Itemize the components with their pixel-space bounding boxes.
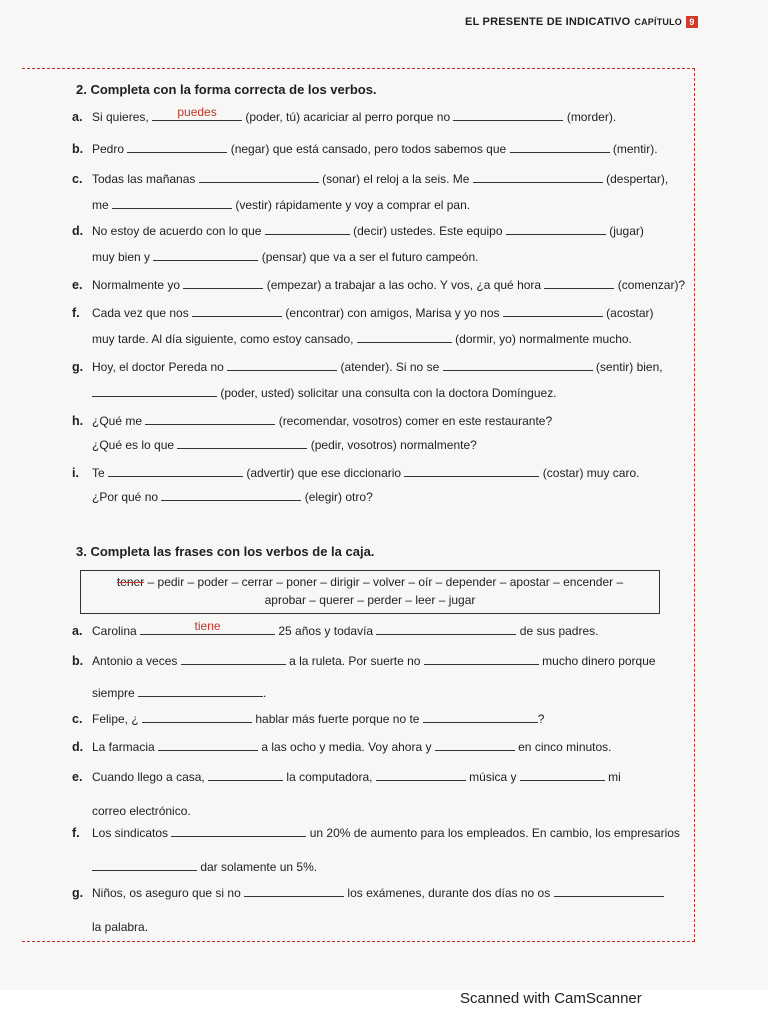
- exercise-item: [72, 764, 672, 818]
- verb-box-line-1-rest: – pedir – poder – cerrar – poner – dirigir – volver – oír – depender – apostar – encender –: [144, 575, 624, 589]
- item-line: [92, 136, 672, 162]
- item-text: .: [263, 686, 267, 700]
- item-text: (decir) ustedes. Este equipo: [349, 224, 506, 238]
- item-text: música y: [465, 770, 520, 784]
- answer-blank[interactable]: [171, 822, 306, 837]
- item-text: la palabra.: [92, 920, 149, 934]
- item-line: [92, 854, 672, 880]
- item-letter: e.: [72, 278, 83, 292]
- exercise-item: [72, 136, 672, 156]
- item-letter: h.: [72, 414, 84, 428]
- answer-blank[interactable]: [423, 708, 538, 723]
- answer-blank[interactable]: [181, 650, 286, 665]
- item-text: (negar) que está cansado, pero todos sabemos que: [227, 142, 510, 156]
- answer-blank[interactable]: [510, 138, 610, 153]
- item-text: muy tarde. Al día siguiente, como estoy cansado,: [92, 332, 357, 346]
- answer-blank[interactable]: [208, 766, 283, 781]
- item-text: Cuando llego a casa,: [92, 770, 209, 784]
- item-letter: b.: [72, 142, 84, 156]
- exercise-item: [72, 218, 672, 264]
- item-text: (recomendar, vosotros) comer en este restaurante?: [275, 414, 553, 428]
- item-line: [92, 354, 672, 380]
- item-text: (advertir) que ese diccionario: [243, 466, 405, 480]
- item-text: ¿Qué es lo que: [92, 438, 178, 452]
- item-line: [92, 680, 672, 706]
- item-line: [92, 408, 672, 434]
- answer-blank[interactable]: [544, 274, 614, 289]
- item-line: [92, 244, 672, 270]
- item-text: de sus padres.: [516, 624, 599, 638]
- item-text: (comenzar)?: [614, 278, 686, 292]
- item-text: (sentir) bien,: [592, 360, 663, 374]
- item-text: (jugar): [605, 224, 644, 238]
- item-line: [92, 300, 672, 326]
- item-text: dar solamente un 5%.: [197, 860, 318, 874]
- item-letter: b.: [72, 654, 84, 668]
- item-text: (pedir, vosotros) normalmente?: [307, 438, 477, 452]
- item-line: [92, 648, 672, 674]
- exercise-item: [72, 166, 672, 212]
- item-text: (mentir).: [609, 142, 658, 156]
- item-text: (elegir) otro?: [301, 490, 373, 504]
- verb-box-line-2: aprobar – querer – perder – leer – jugar: [264, 593, 476, 607]
- section-3-title: 3. Completa las frases con los verbos de la caja.: [76, 544, 375, 559]
- answer-blank[interactable]: [112, 194, 232, 209]
- item-letter: c.: [72, 172, 83, 186]
- item-line: [92, 166, 672, 192]
- item-text: ?: [537, 712, 545, 726]
- item-text: (pensar) que va a ser el futuro campeón.: [258, 250, 479, 264]
- item-line: [92, 914, 672, 940]
- item-line: [92, 104, 672, 130]
- item-text: No estoy de acuerdo con lo que: [92, 224, 265, 238]
- item-line: [92, 820, 680, 846]
- item-text: (dormir, yo) normalmente mucho.: [451, 332, 632, 346]
- item-text: Antonio a veces: [92, 654, 181, 668]
- item-text: ¿Por qué no: [92, 490, 162, 504]
- answer-blank[interactable]: [244, 882, 344, 897]
- item-text: a la ruleta. Por suerte no: [285, 654, 424, 668]
- item-line: [92, 618, 672, 644]
- item-text: a las ocho y media. Voy ahora y: [258, 740, 435, 754]
- answer-blank[interactable]: [92, 382, 217, 397]
- answer-blank[interactable]: [503, 302, 603, 317]
- answer-blank[interactable]: [145, 410, 275, 425]
- item-text: (poder, usted) solicitar una consulta con la doctora Domínguez.: [217, 386, 557, 400]
- answer-blank[interactable]: [357, 328, 452, 343]
- struck-verb: tener: [116, 575, 145, 589]
- chapter-header: [465, 16, 698, 28]
- item-text: Hoy, el doctor Pereda no: [92, 360, 228, 374]
- item-text: mi: [604, 770, 621, 784]
- exercise-item: [72, 460, 672, 504]
- section-2-title: 2. Completa con la forma correcta de los verbos.: [76, 82, 377, 97]
- item-line: [92, 484, 672, 510]
- item-text: Pedro: [92, 142, 128, 156]
- item-text: un 20% de aumento para los empleados. En cambio, los empresarios: [306, 826, 680, 840]
- exercise-item: [72, 618, 672, 638]
- answer-blank[interactable]: [142, 708, 252, 723]
- item-text: Felipe, ¿: [92, 712, 143, 726]
- exercise-item: [72, 300, 672, 346]
- answer-blank[interactable]: [520, 766, 605, 781]
- item-letter: g.: [72, 360, 84, 374]
- item-text: (morder).: [563, 110, 617, 124]
- item-text: La farmacia: [92, 740, 159, 754]
- answer-blank[interactable]: [473, 168, 603, 183]
- item-line: [92, 272, 686, 298]
- handwritten-answer: puedes: [177, 105, 217, 119]
- item-line: [92, 432, 672, 458]
- answer-blank[interactable]: [108, 462, 243, 477]
- item-letter: a.: [72, 624, 83, 638]
- item-line: [92, 460, 672, 486]
- item-text: ¿Qué me: [92, 414, 146, 428]
- item-line: [92, 880, 672, 906]
- exercise-item: [72, 820, 680, 874]
- exercise-item: [72, 104, 672, 124]
- item-text: (costar) muy caro.: [539, 466, 640, 480]
- item-text: Normalmente yo: [92, 278, 184, 292]
- item-text: (acostar): [602, 306, 654, 320]
- item-text: (encontrar) con amigos, Marisa y yo nos: [282, 306, 503, 320]
- answer-blank[interactable]: [506, 220, 606, 235]
- exercise-item: [72, 880, 672, 934]
- item-line: [92, 706, 672, 732]
- item-text: Cada vez que nos: [92, 306, 193, 320]
- exercise-item: [72, 354, 672, 400]
- item-text: (empezar) a trabajar a las ocho. Y vos, ¿a qué hora: [263, 278, 545, 292]
- answer-blank[interactable]: [158, 736, 258, 751]
- answer-blank[interactable]: [453, 106, 563, 121]
- item-line: [92, 326, 672, 352]
- item-text: Carolina: [92, 624, 141, 638]
- answer-blank[interactable]: [92, 856, 197, 871]
- item-line: [92, 380, 672, 406]
- item-text: (atender). Si no se: [337, 360, 443, 374]
- answer-blank[interactable]: [554, 882, 664, 897]
- item-text: correo electrónico.: [92, 804, 191, 818]
- item-text: Si quieres,: [92, 110, 153, 124]
- item-text: (poder, tú) acariciar al perro porque no: [242, 110, 454, 124]
- answer-blank[interactable]: [376, 620, 516, 635]
- answer-blank[interactable]: [376, 766, 466, 781]
- item-text: 25 años y todavía: [275, 624, 377, 638]
- item-text: Los sindicatos: [92, 826, 172, 840]
- answer-blank[interactable]: [177, 434, 307, 449]
- chapter-number-badge: 9: [686, 16, 698, 28]
- item-letter: g.: [72, 886, 84, 900]
- item-letter: i.: [72, 466, 79, 480]
- exercise-item: [72, 648, 672, 700]
- item-letter: d.: [72, 224, 84, 238]
- chapter-label: CAPÍTULO: [634, 17, 682, 27]
- item-text: Todas las mañanas: [92, 172, 199, 186]
- item-text: Te: [92, 466, 109, 480]
- handwritten-answer: tiene: [194, 619, 221, 633]
- item-text: me: [92, 198, 113, 212]
- item-text: (vestir) rápidamente y voy a comprar el pan.: [232, 198, 471, 212]
- item-letter: f.: [72, 306, 80, 320]
- answer-blank[interactable]: [138, 682, 263, 697]
- item-text: (sonar) el reloj a la seis. Me: [318, 172, 473, 186]
- answer-blank[interactable]: [435, 736, 515, 751]
- verb-box-line-1: [81, 573, 659, 591]
- item-text: mucho dinero porque: [538, 654, 656, 668]
- item-line: [92, 192, 672, 218]
- item-letter: a.: [72, 110, 83, 124]
- header-title: EL PRESENTE DE INDICATIVO: [465, 16, 631, 28]
- item-text: hablar más fuerte porque no te: [252, 712, 423, 726]
- exercise-item: [72, 706, 672, 726]
- scanner-watermark: Scanned with CamScanner: [460, 990, 642, 1007]
- answer-blank[interactable]: [152, 106, 242, 121]
- item-letter: e.: [72, 770, 83, 784]
- answer-blank[interactable]: [140, 620, 275, 635]
- item-text: Niños, os aseguro que si no: [92, 886, 245, 900]
- exercise-item: [72, 408, 672, 452]
- item-text: la computadora,: [283, 770, 376, 784]
- exercise-item: [72, 734, 672, 754]
- item-text: en cinco minutos.: [514, 740, 612, 754]
- answer-blank[interactable]: [161, 486, 301, 501]
- answer-blank[interactable]: [227, 356, 337, 371]
- exercise-item: [72, 272, 686, 292]
- answer-blank[interactable]: [404, 462, 539, 477]
- item-text: (despertar),: [602, 172, 669, 186]
- item-line: [92, 734, 672, 760]
- answer-blank[interactable]: [265, 220, 350, 235]
- item-line: [92, 764, 672, 790]
- verb-box: [80, 570, 660, 614]
- answer-blank[interactable]: [127, 138, 227, 153]
- answer-blank[interactable]: [443, 356, 593, 371]
- answer-blank[interactable]: [199, 168, 319, 183]
- item-line: [92, 218, 672, 244]
- answer-blank[interactable]: [424, 650, 539, 665]
- answer-blank[interactable]: [153, 246, 258, 261]
- item-text: muy bien y: [92, 250, 154, 264]
- answer-blank[interactable]: [183, 274, 263, 289]
- item-letter: c.: [72, 712, 83, 726]
- answer-blank[interactable]: [192, 302, 282, 317]
- item-text: los exámenes, durante dos días no os: [344, 886, 554, 900]
- item-letter: d.: [72, 740, 84, 754]
- item-letter: f.: [72, 826, 80, 840]
- item-text: siempre: [92, 686, 139, 700]
